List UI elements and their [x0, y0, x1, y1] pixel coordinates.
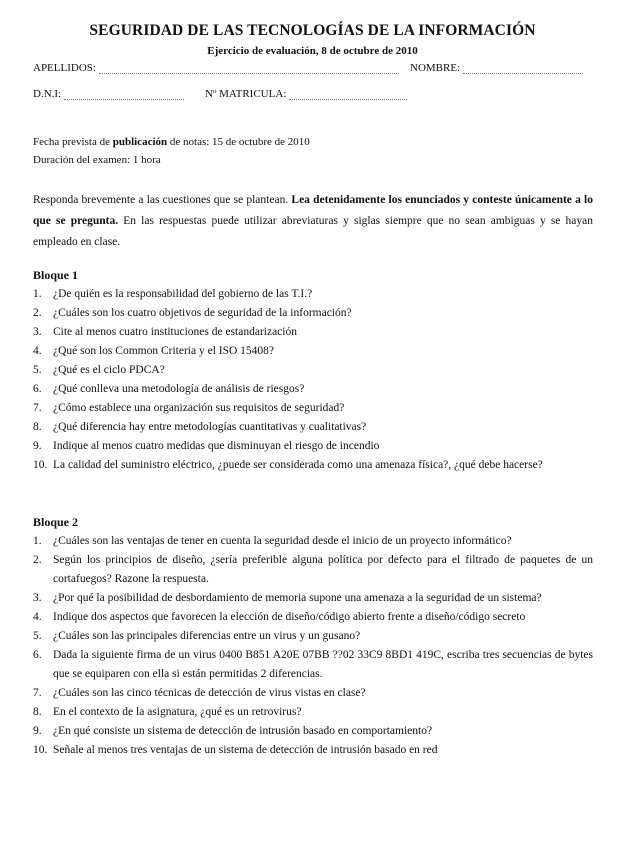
matricula-field: [205, 88, 407, 100]
question-number: 1.: [33, 535, 42, 547]
question-number: 7.: [33, 402, 42, 414]
question-number: 7.: [33, 687, 42, 699]
question-item: [33, 285, 593, 304]
nombre-blank: [463, 63, 583, 74]
question-text: Cite al menos cuatro instituciones de estandarización: [53, 326, 297, 338]
question-item: [33, 741, 593, 760]
question-text: Según los principios de diseño, ¿sería preferible alguna política por defecto para el filtrado de paquetes de un cortafuegos? Razone la respuesta.: [53, 554, 593, 585]
bloque-1-questions: [33, 285, 593, 475]
question-text: ¿Cuáles son los cuatro objetivos de seguridad de la información?: [53, 307, 352, 319]
instructions-paragraph: Responda brevemente a las cuestiones que se plantean. Lea detenidamente los enunciados y conteste únicamente a lo que se pregunta. En las respuestas puede utilizar abreviaturas y siglas siempre que no sean ambiguas y se hayan empleado en clase.: [33, 194, 594, 248]
question-item: [33, 418, 593, 437]
question-number: 10.: [33, 744, 48, 756]
question-number: 2.: [33, 554, 42, 566]
question-text: ¿Cuáles son las cinco técnicas de detección de virus vistas en clase?: [53, 687, 366, 699]
dni-label: D.N.I:: [33, 88, 62, 100]
question-item: [33, 456, 593, 475]
question-text: ¿Cuáles son las principales diferencias entre un virus y un gusano?: [53, 630, 361, 642]
question-item: [33, 399, 593, 418]
question-item: [33, 722, 593, 741]
exam-subtitle: Ejercicio de evaluación, 8 de octubre de 2010: [207, 45, 418, 57]
question-item: [33, 304, 593, 323]
question-item: [33, 551, 593, 589]
question-number: 9.: [33, 725, 42, 737]
question-text: ¿Cuáles son las ventajas de tener en cuenta la seguridad desde el inicio de un proyecto informático?: [53, 535, 512, 547]
nombre-label: NOMBRE:: [410, 62, 461, 74]
question-item: [33, 608, 593, 627]
question-text: Dada la siguiente firma de un virus 0400 B851 A20E 07BB ??02 33C9 8BD1 419C, escriba tres secuencias de bytes que se equiparen con ella si están permitidas 2 diferencias.: [53, 649, 593, 680]
nombre-field: [410, 62, 583, 74]
question-item: [33, 646, 593, 684]
question-number: 8.: [33, 421, 42, 433]
apellidos-blank: [99, 63, 399, 74]
question-number: 1.: [33, 288, 42, 300]
question-item: [33, 437, 593, 456]
apellidos-field: [33, 62, 399, 74]
question-text: ¿Cómo establece una organización sus requisitos de seguridad?: [53, 402, 345, 414]
question-text: ¿Qué es el ciclo PDCA?: [53, 364, 165, 376]
question-number: 9.: [33, 440, 42, 452]
apellidos-label: APELLIDOS:: [33, 62, 96, 74]
question-number: 6.: [33, 383, 42, 395]
question-text: Indique dos aspectos que favorecen la elección de diseño/código abierto frente a diseño/código secreto: [53, 611, 526, 623]
question-number: 5.: [33, 364, 42, 376]
bloque-2-title: Bloque 2: [33, 515, 79, 529]
question-number: 5.: [33, 630, 42, 642]
page-title: SEGURIDAD DE LAS TECNOLOGÍAS DE LA INFORMACIÓN: [89, 22, 536, 39]
question-text: Indique al menos cuatro medidas que disminuyan el riesgo de incendio: [53, 440, 380, 452]
question-item: [33, 703, 593, 722]
duracion-examen: Duración del examen: 1 hora: [33, 154, 161, 166]
question-number: 10.: [33, 459, 48, 471]
question-number: 3.: [33, 326, 42, 338]
question-item: [33, 627, 593, 646]
dni-blank: [64, 89, 184, 100]
question-text: ¿Qué conlleva una metodología de análisis de riesgos?: [53, 383, 305, 395]
question-number: 2.: [33, 307, 42, 319]
question-text: La calidad del suministro eléctrico, ¿puede ser considerada como una amenaza física?, ¿qué debe hacerse?: [53, 459, 543, 471]
question-text: ¿Qué diferencia hay entre metodologías cuantitativas y cualitativas?: [53, 421, 367, 433]
question-text: ¿Por qué la posibilidad de desbordamiento de memoria supone una amenaza a la seguridad de un sistema?: [53, 592, 542, 604]
question-text: Señale al menos tres ventajas de un sistema de detección de intrusión basado en red: [53, 744, 438, 756]
fecha-publicacion: Fecha prevista de publicación de notas: 15 de octubre de 2010: [33, 136, 310, 148]
question-item: [33, 684, 593, 703]
matricula-blank: [289, 89, 407, 100]
bloque-2-questions: [33, 532, 593, 760]
question-item: [33, 361, 593, 380]
question-item: [33, 342, 593, 361]
question-item: [33, 380, 593, 399]
question-text: ¿De quién es la responsabilidad del gobierno de las T.I.?: [53, 288, 313, 300]
dni-field: [33, 88, 184, 100]
question-number: 8.: [33, 706, 42, 718]
bloque-1-title: Bloque 1: [33, 268, 79, 282]
question-text: ¿En qué consiste un sistema de detección de intrusión basado en comportamiento?: [53, 725, 433, 737]
question-text: En el contexto de la asignatura, ¿qué es un retrovirus?: [53, 706, 302, 718]
question-item: [33, 589, 593, 608]
question-number: 3.: [33, 592, 42, 604]
question-text: ¿Qué son los Common Criteria y el ISO 15408?: [53, 345, 275, 357]
question-number: 4.: [33, 345, 42, 357]
question-number: 6.: [33, 649, 42, 661]
question-item: [33, 532, 593, 551]
question-item: [33, 323, 593, 342]
matricula-label: Nº MATRICULA:: [205, 88, 287, 100]
question-number: 4.: [33, 611, 42, 623]
